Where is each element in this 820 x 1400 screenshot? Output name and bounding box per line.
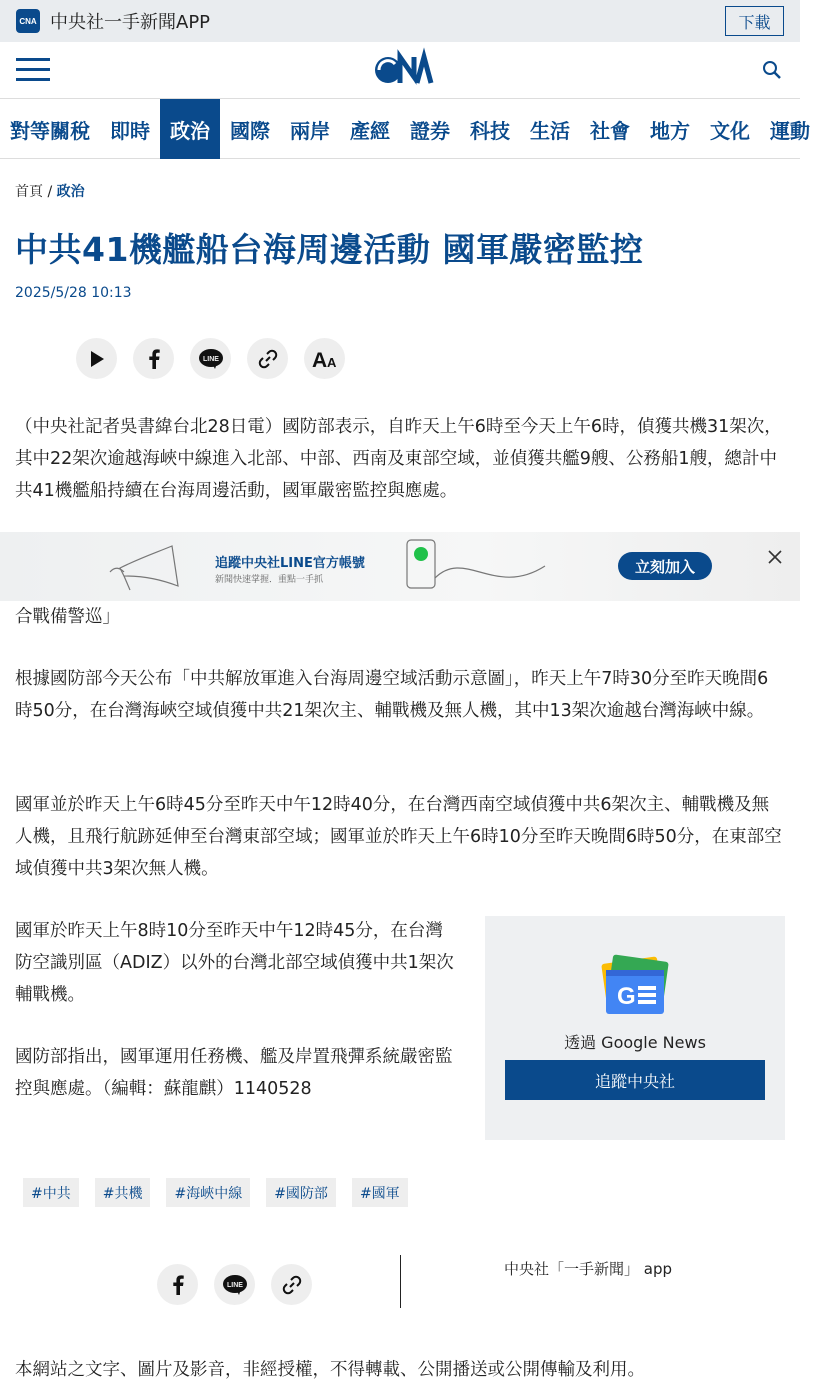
megaphone-icon	[110, 538, 210, 596]
breadcrumb-separator: /	[47, 184, 53, 200]
line-share-button[interactable]	[214, 1264, 255, 1305]
facebook-icon	[172, 1275, 184, 1295]
nav-item-life[interactable]: 生活	[530, 118, 570, 143]
article-paragraph-6: 國防部指出，國軍運用任務機、艦及岸置飛彈系統嚴密監控與應處。（編輯：蘇龍麒）1140528	[15, 1047, 453, 1099]
nav-item-culture[interactable]: 文化	[710, 118, 750, 143]
copy-link-button[interactable]	[247, 338, 288, 379]
search-icon[interactable]	[762, 60, 782, 80]
svg-text:G: G	[617, 983, 636, 1010]
phone-hand-illustration	[395, 538, 555, 596]
tag-item[interactable]: #中共	[23, 1178, 79, 1207]
join-line-button[interactable]: 立刻加入	[618, 552, 712, 580]
tag-item[interactable]: #共機	[95, 1178, 151, 1207]
nav-item-international[interactable]: 國際	[230, 118, 270, 143]
site-header	[0, 42, 800, 99]
google-news-icon	[598, 956, 672, 1020]
breadcrumb	[15, 181, 85, 201]
tag-item[interactable]: #國防部	[266, 1178, 336, 1207]
copyright-notice: 本網站之文字、圖片及影音，非經授權，不得轉載、公開播送或公開傳輸及利用。	[15, 1360, 645, 1380]
share-toolbar	[76, 338, 361, 379]
banner-subtitle: 新聞快速掌握．重點一手抓	[215, 575, 324, 585]
category-nav	[0, 99, 810, 159]
nav-item-tariff[interactable]: 對等關稅	[10, 118, 90, 143]
google-news-label: 透過 Google News	[564, 1033, 706, 1052]
follow-cna-button[interactable]: 追蹤中央社	[505, 1060, 765, 1100]
tag-item[interactable]: #國軍	[352, 1178, 408, 1207]
breadcrumb-section[interactable]: 政治	[56, 184, 85, 200]
facebook-share-button[interactable]	[133, 338, 174, 379]
tag-list	[23, 1178, 424, 1207]
article-date: 2025/5/28 10:13	[15, 285, 132, 301]
close-icon[interactable]	[766, 548, 784, 566]
play-audio-button[interactable]	[76, 338, 117, 379]
line-follow-banner[interactable]	[0, 532, 800, 601]
article-title: 中共41機艦船台海周邊活動 國軍嚴密監控	[15, 230, 644, 269]
svg-text:LINE: LINE	[202, 355, 219, 363]
bottom-share-toolbar	[157, 1264, 328, 1305]
divider	[400, 1255, 401, 1308]
nav-item-society[interactable]: 社會	[590, 118, 630, 143]
line-icon	[199, 349, 223, 369]
cna-logo[interactable]	[373, 55, 431, 85]
link-icon	[258, 349, 278, 369]
line-share-button[interactable]	[190, 338, 231, 379]
nav-item-breaking[interactable]: 即時	[110, 118, 150, 143]
article-paragraph-2-tail: 合戰備警巡」	[15, 607, 120, 627]
article-paragraph-1: （中央社記者吳書緯台北28日電）國防部表示，自昨天上午6時至今天上午6時，偵獲共機31架次，其中22架次逾越海峽中線進入北部、中部、西南及東部空域，並偵獲共艦9艘、公務船1艘，總計中共41機艦船持續在台海周邊活動，國軍嚴密監控與應處。	[15, 417, 782, 501]
facebook-icon	[148, 349, 160, 369]
play-icon	[90, 351, 104, 367]
app-promo-title: 中央社一手新聞APP	[50, 12, 211, 33]
article-paragraph-5: 國軍於昨天上午8時10分至昨天中午12時45分，在台灣防空識別區（ADIZ）以外的台灣北部空域偵獲中共1架次輔戰機。	[15, 921, 454, 1005]
nav-item-business[interactable]: 產經	[350, 118, 390, 143]
google-news-box	[485, 916, 785, 1140]
breadcrumb-home[interactable]: 首頁	[15, 184, 43, 200]
svg-text:LINE: LINE	[226, 1281, 243, 1289]
svg-text:A: A	[326, 354, 336, 370]
app-promo-bar	[0, 0, 800, 42]
nav-item-politics[interactable]: 政治	[160, 99, 220, 159]
banner-title: 追蹤中央社LINE官方帳號	[215, 556, 365, 571]
copy-link-button[interactable]	[271, 1264, 312, 1305]
menu-icon[interactable]	[16, 58, 50, 82]
app-promo-link[interactable]: 中央社「一手新聞」 app	[504, 1260, 673, 1278]
article-paragraph-4: 國軍並於昨天上午6時45分至昨天中午12時40分，在台灣西南空域偵獲中共6架次主、輔戰機及無人機，且飛行航跡延伸至台灣東部空域；國軍並於昨天上午6時10分至昨天晚間6時50分，在東部空域偵獲中共3架次無人機。	[15, 795, 782, 879]
font-size-button[interactable]	[304, 338, 345, 379]
nav-item-stocks[interactable]: 證券	[410, 118, 450, 143]
download-button[interactable]: 下載	[725, 6, 784, 36]
nav-item-tech[interactable]: 科技	[470, 118, 510, 143]
nav-item-local[interactable]: 地方	[650, 118, 690, 143]
link-icon	[282, 1275, 302, 1295]
cna-app-logo: CNA	[16, 9, 40, 33]
nav-item-sports[interactable]: 運動	[770, 118, 810, 143]
line-icon	[223, 1275, 247, 1295]
facebook-share-button[interactable]	[157, 1264, 198, 1305]
svg-text:A: A	[311, 348, 327, 372]
font-size-icon	[311, 348, 338, 372]
tag-item[interactable]: #海峽中線	[166, 1178, 250, 1207]
nav-item-cross-strait[interactable]: 兩岸	[290, 118, 330, 143]
article-paragraph-3: 根據國防部今天公布「中共解放軍進入台海周邊空域活動示意圖」，昨天上午7時30分至昨天晚間6時50分，在台灣海峽空域偵獲中共21架次主、輔戰機及無人機，其中13架次逾越台灣海峽中線。	[15, 669, 769, 721]
